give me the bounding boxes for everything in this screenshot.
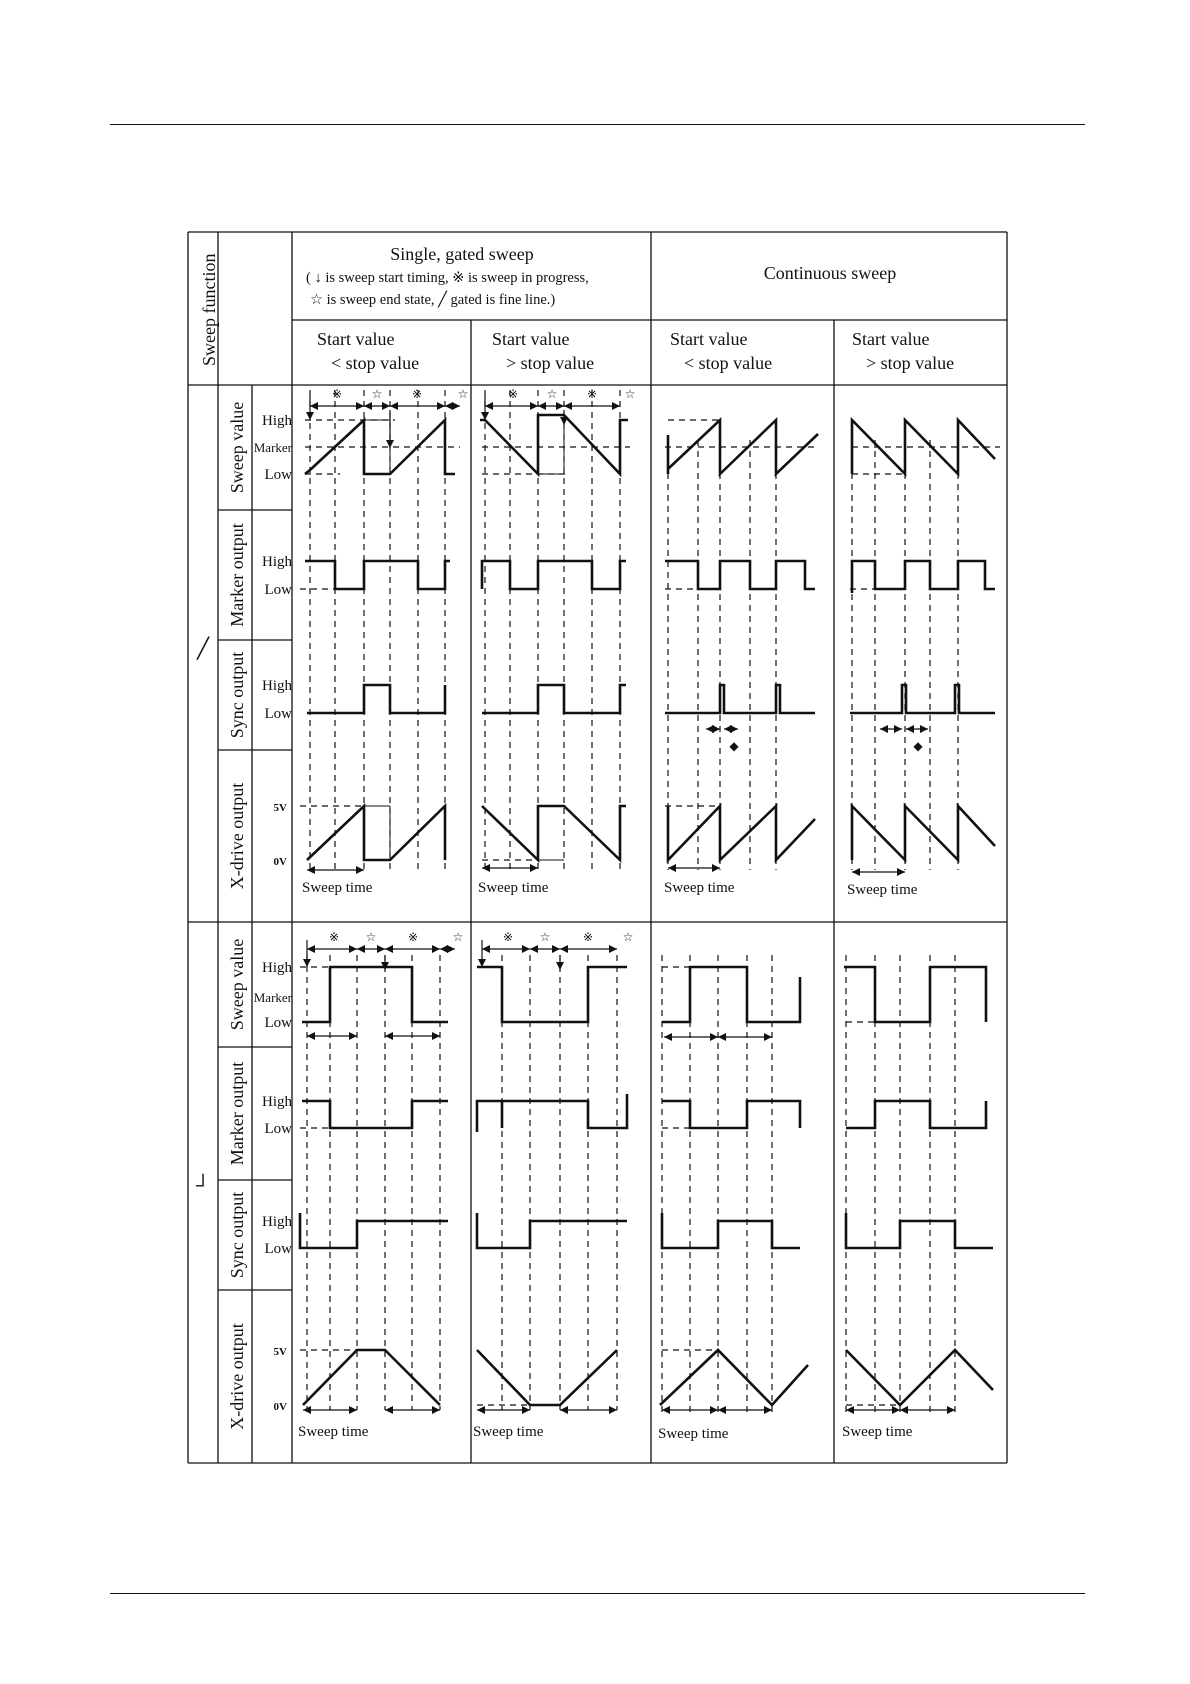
arrow-head: [357, 945, 365, 953]
waveforms: [300, 390, 1000, 1414]
sync-output-label: Sync output: [227, 651, 247, 739]
arrow-head: [560, 417, 568, 425]
sweep-value-label: Sweep value: [227, 938, 247, 1031]
arrow-head: [349, 945, 357, 953]
ramp-sweep-value: [480, 415, 628, 474]
sweep-time-label: Sweep time: [298, 1424, 369, 1440]
sweep-in-progress-mark: ※: [331, 387, 343, 401]
level-low: Low: [264, 1241, 292, 1257]
xdrive-output-label: X-drive output: [227, 1323, 247, 1430]
sync-output: [846, 1213, 993, 1248]
arrow-head: [609, 945, 617, 953]
marker-output: [846, 1101, 986, 1128]
sync-output: [662, 1213, 800, 1248]
sweep-in-progress-mark: ※: [502, 930, 514, 944]
stop-value-compare: > stop value: [506, 353, 595, 373]
arrow-head: [556, 962, 564, 970]
arrow-head: [437, 402, 445, 410]
arrow-head: [712, 725, 720, 733]
level-high: High: [262, 1214, 292, 1230]
arrow-head: [560, 1406, 568, 1414]
level-0v: 0V: [273, 856, 287, 868]
start-value-label: Start value: [317, 329, 395, 349]
xdrive-output: [307, 806, 445, 860]
level-high: High: [262, 413, 292, 429]
start-value-label: Start value: [492, 329, 570, 349]
level-5v: 5V: [273, 802, 287, 814]
arrow-head: [482, 945, 490, 953]
arrow-head: [349, 1032, 357, 1040]
square-sweep-value: [844, 967, 986, 1022]
level-high: High: [262, 678, 292, 694]
start-value-label: Start value: [670, 329, 748, 349]
arrow-head: [668, 864, 676, 872]
sweep-time-label: Sweep time: [664, 880, 735, 896]
sweep-end-mark: ☆: [452, 930, 464, 944]
arrow-head: [310, 402, 318, 410]
arrow-head: [303, 959, 311, 967]
arrow-head: [564, 402, 572, 410]
level-high: High: [262, 960, 292, 976]
arrow-head: [385, 1406, 393, 1414]
level-5v: 5V: [273, 1346, 287, 1358]
level-marker: Marker: [253, 440, 292, 455]
continuous-sweep-title: Continuous sweep: [763, 263, 897, 283]
arrow-head: [307, 1032, 315, 1040]
sweep-end-mark: ☆: [365, 930, 377, 944]
arrow-head: [382, 402, 390, 410]
level-low: Low: [264, 467, 292, 483]
sync-output: [477, 1213, 627, 1248]
level-low: Low: [264, 1015, 292, 1031]
arrow-head: [880, 725, 888, 733]
sweep-time-label: Sweep time: [302, 880, 373, 896]
arrow-head: [445, 402, 453, 410]
stop-value-compare: > stop value: [866, 353, 955, 373]
level-low: Low: [264, 582, 292, 598]
arrow-head: [432, 945, 440, 953]
arrow-head: [556, 402, 564, 410]
sweep-time-label: Sweep time: [658, 1426, 729, 1442]
xdrive-output: [668, 806, 815, 860]
arrow-head: [710, 1033, 718, 1041]
marker-output: [305, 561, 450, 589]
sweep-time-label: Sweep time: [847, 882, 918, 898]
arrow-head: [662, 1406, 670, 1414]
marker-output: [665, 561, 815, 589]
arrow-head: [356, 402, 364, 410]
square-function-icon: ┘: [195, 1175, 211, 1197]
sweep-in-progress-mark: ※: [507, 387, 519, 401]
arrow-head: [538, 402, 546, 410]
ramp-function-icon: ╱: [196, 638, 210, 660]
sweep-in-progress-mark: ※: [411, 387, 423, 401]
sync-width-mark: ◆: [913, 739, 923, 753]
arrow-head: [485, 402, 493, 410]
single-sweep-note-2: ☆ is sweep end state, ╱ gated is fine line.): [310, 292, 556, 308]
marker-output: [482, 561, 626, 589]
sweep-function-header: Sweep function: [199, 253, 219, 366]
sync-width-mark: ◆: [729, 739, 739, 753]
arrow-head: [390, 402, 398, 410]
sweep-end-mark: ☆: [457, 387, 469, 401]
level-high: High: [262, 554, 292, 570]
level-low: Low: [264, 706, 292, 722]
arrow-head: [477, 1406, 485, 1414]
arrow-head: [900, 1406, 908, 1414]
sync-output: [307, 685, 445, 713]
arrow-head: [947, 1406, 955, 1414]
arrow-head: [852, 868, 860, 876]
level-high: High: [262, 1094, 292, 1110]
arrow-head: [356, 866, 364, 874]
arrow-head: [385, 1032, 393, 1040]
sweep-time-label: Sweep time: [478, 880, 549, 896]
sweep-in-progress-mark: ※: [586, 387, 598, 401]
sweep-in-progress-mark: ※: [582, 930, 594, 944]
arrow-head: [530, 402, 538, 410]
arrow-head: [522, 945, 530, 953]
xdrive-output: [660, 1350, 808, 1405]
arrow-head: [906, 725, 914, 733]
arrow-head: [447, 945, 455, 953]
arrow-head: [764, 1406, 772, 1414]
arrow-head: [307, 866, 315, 874]
arrow-head: [846, 1406, 854, 1414]
stop-value-compare: < stop value: [684, 353, 773, 373]
marker-output: [302, 1101, 448, 1128]
level-low: Low: [264, 1121, 292, 1137]
sweep-in-progress-mark: ※: [328, 930, 340, 944]
arrow-head: [609, 1406, 617, 1414]
marker-output: [852, 561, 995, 593]
arrow-head: [364, 402, 372, 410]
marker-output: [477, 1094, 627, 1132]
stop-value-compare: < stop value: [331, 353, 420, 373]
arrow-head: [892, 1406, 900, 1414]
arrow-head: [349, 1406, 357, 1414]
arrow-head: [710, 1406, 718, 1414]
xdrive-output-label: X-drive output: [227, 782, 247, 890]
sweep-time-label: Sweep time: [473, 1424, 544, 1440]
start-value-label: Start value: [852, 329, 930, 349]
arrow-head: [712, 864, 720, 872]
arrow-head: [530, 864, 538, 872]
arrow-head: [897, 868, 905, 876]
arrow-head: [552, 945, 560, 953]
xdrive-output: [482, 806, 626, 860]
square-sweep-value: [302, 967, 448, 1022]
sweep-end-mark: ☆: [546, 387, 558, 401]
arrow-head: [730, 725, 738, 733]
arrow-head: [718, 1406, 726, 1414]
arrow-head: [718, 1033, 726, 1041]
sync-output-label: Sync output: [227, 1191, 247, 1279]
sweep-value-label: Sweep value: [227, 401, 247, 494]
arrow-head: [920, 725, 928, 733]
arrow-head: [530, 945, 538, 953]
level-marker: Marker: [253, 990, 292, 1005]
single-sweep-note-1: ( ↓ is sweep start timing, ※ is sweep in progress,: [306, 270, 589, 286]
arrow-head: [482, 864, 490, 872]
square-sweep-value: [477, 967, 627, 1022]
xdrive-output: [852, 806, 995, 860]
arrow-head: [452, 402, 460, 410]
sync-output: [665, 685, 815, 713]
sync-output: [850, 685, 995, 713]
sweep-end-mark: ☆: [624, 387, 636, 401]
sync-output: [482, 685, 626, 713]
arrow-head: [377, 945, 385, 953]
arrow-head: [612, 402, 620, 410]
marker-output: [662, 1101, 800, 1128]
sweep-time-label: Sweep time: [842, 1424, 913, 1440]
sweep-end-mark: ☆: [622, 930, 634, 944]
single-sweep-title: Single, gated sweep: [390, 244, 534, 264]
arrow-head: [440, 945, 448, 953]
arrow-head: [560, 945, 568, 953]
xdrive-output: [477, 1350, 617, 1405]
marker-output-label: Marker output: [227, 1061, 247, 1166]
arrow-head: [764, 1033, 772, 1041]
xdrive-output: [303, 1350, 440, 1405]
arrow-head: [432, 1032, 440, 1040]
arrow-head: [385, 945, 393, 953]
sweep-end-mark: ☆: [371, 387, 383, 401]
arrow-head: [522, 1406, 530, 1414]
arrow-head: [894, 725, 902, 733]
xdrive-output: [846, 1350, 993, 1405]
arrow-head: [306, 412, 314, 420]
marker-output-label: Marker output: [227, 523, 247, 627]
sync-output: [300, 1213, 448, 1248]
arrow-head: [432, 1406, 440, 1414]
sweep-end-mark: ☆: [539, 930, 551, 944]
sweep-in-progress-mark: ※: [407, 930, 419, 944]
arrow-head: [664, 1033, 672, 1041]
level-0v: 0V: [273, 1401, 287, 1413]
square-sweep-value: [662, 967, 800, 1022]
arrow-head: [307, 945, 315, 953]
